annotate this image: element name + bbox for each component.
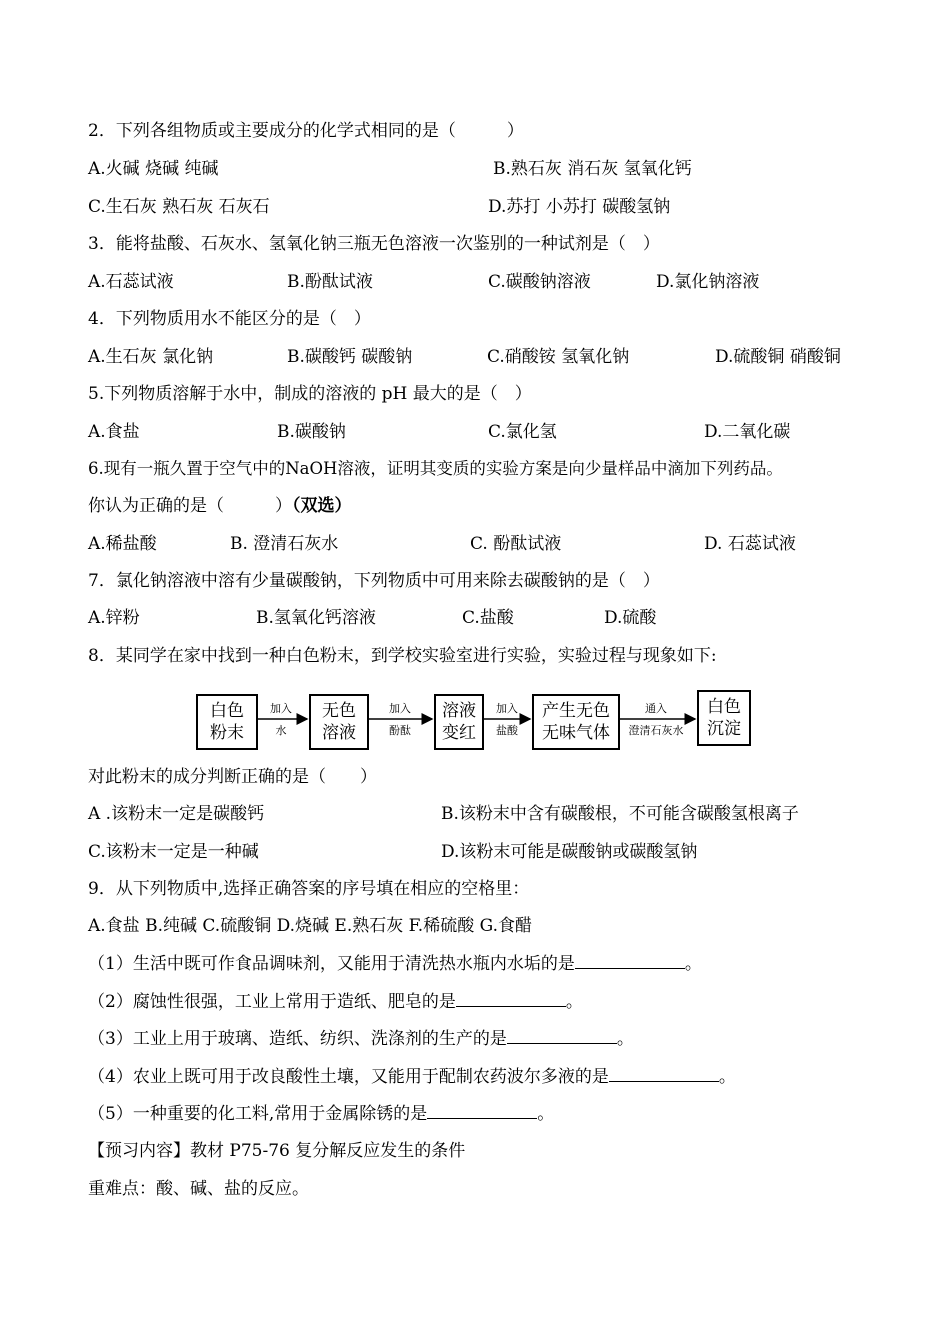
q9-blank-1[interactable] [575, 952, 685, 969]
flow-label-1-bottom: 水 [275, 724, 287, 737]
q6-option-c: C. 酚酞试液 [470, 534, 562, 554]
q3-stem: 3．能将盐酸、石灰水、氢氧化钠三瓶无色溶液一次鉴别的一种试剂是（ ） [88, 234, 660, 254]
q9-blank-2[interactable] [456, 990, 566, 1007]
q3-option-c: C.碳酸钠溶液 [488, 272, 591, 292]
flow-label-2-bottom: 酚酞 [389, 724, 411, 737]
flow-box-white-precipitate: 白色 沉淀 [697, 690, 751, 746]
q9-blank-5[interactable] [427, 1102, 537, 1119]
q4-option-b: B.碳酸钙 碳酸钠 [287, 347, 413, 367]
flow-label-4-top: 通入 [645, 702, 667, 715]
flow-box-white-powder: 白色 粉末 [196, 694, 258, 750]
q4-option-c: C.硝酸铵 氢氧化钠 [487, 347, 630, 367]
q8-option-b: B.该粉末中含有碳酸根，不可能含碳酸氢根离子 [441, 804, 799, 824]
q6-option-b: B. 澄清石灰水 [230, 534, 339, 554]
q4-option-d: D.硫酸铜 硝酸铜 [715, 347, 841, 367]
q4-stem: 4．下列物质用水不能区分的是（ ） [88, 309, 371, 329]
q3-option-d: D.氯化钠溶液 [656, 272, 760, 292]
key-points: 重难点：酸、碱、盐的反应。 [88, 1179, 309, 1199]
q3-option-b: B.酚酞试液 [287, 272, 373, 292]
q6-option-a: A.稀盐酸 [88, 534, 157, 554]
q3-option-a: A.石蕊试液 [88, 272, 174, 292]
q8-stem-2: 对此粉末的成分判断正确的是（ ） [88, 767, 377, 787]
q6-stem: 6.现有一瓶久置于空气中的NaOH溶液，证明其变质的实验方案是向少量样品中滴加下列药品。 [88, 459, 783, 478]
q4-option-a: A.生石灰 氯化钠 [88, 347, 214, 367]
flow-label-3-top: 加入 [496, 702, 518, 715]
q9-blank-4[interactable] [609, 1065, 719, 1082]
q8-option-a: A .该粉末一定是碳酸钙 [88, 804, 265, 824]
q9-item-3: （3）工业上用于玻璃、造纸、纺织、洗涤剂的生产的是 。 [88, 1029, 634, 1049]
q7-option-c: C.盐酸 [462, 608, 514, 628]
flow-box-solution-turns-red: 溶液 变红 [434, 694, 484, 750]
q9-substance-options: A.食盐 B.纯碱 C.硫酸铜 D.烧碱 E.熟石灰 F.稀硫酸 G.食醋 [88, 916, 532, 936]
q5-stem: 5.下列物质溶解于水中，制成的溶液的 pH 最大的是（ ） [88, 384, 532, 404]
q9-item-4: （4）农业上既可用于改良酸性土壤，又能用于配制农药波尔多液的是 。 [88, 1067, 736, 1087]
q8-option-c: C.该粉末一定是一种碱 [88, 842, 259, 862]
q9-item-2: （2）腐蚀性很强，工业上常用于造纸、肥皂的是 。 [88, 992, 583, 1012]
flow-label-4-bottom: 澄清石灰水 [628, 724, 684, 737]
q5-option-c: C.氯化氢 [488, 422, 557, 442]
q7-option-d: D.硫酸 [604, 608, 657, 628]
q2-option-b: B.熟石灰 消石灰 氢氧化钙 [493, 159, 692, 179]
q6-double-choice-note: （双选） [292, 496, 352, 516]
q7-stem: 7．氯化钠溶液中溶有少量碳酸钠，下列物质中可用来除去碳酸钠的是（ ） [88, 571, 660, 591]
q8-option-d: D.该粉末可能是碳酸钠或碳酸氢钠 [441, 842, 698, 862]
q5-option-b: B.碳酸钠 [277, 422, 346, 442]
flow-label-3-bottom: 盐酸 [496, 724, 518, 737]
q6-stem-2: 你认为正确的是（ ）（双选） [88, 496, 352, 516]
flow-box-colorless-solution: 无色 溶液 [309, 694, 369, 750]
q9-item-5: （5）一种重要的化工料,常用于金属除锈的是 。 [88, 1104, 555, 1124]
q9-stem: 9．从下列物质中,选择正确答案的序号填在相应的空格里： [88, 879, 530, 899]
q2-option-c: C.生石灰 熟石灰 石灰石 [88, 197, 270, 217]
flow-box-gas-produced: 产生无色 无味气体 [532, 694, 620, 750]
flow-label-2-top: 加入 [389, 702, 411, 715]
q5-option-d: D.二氧化碳 [704, 422, 791, 442]
q5-option-a: A.食盐 [88, 422, 140, 442]
q6-option-d: D. 石蕊试液 [704, 534, 796, 554]
flow-label-1-top: 加入 [270, 702, 292, 715]
q2-option-d: D.苏打 小苏打 碳酸氢钠 [488, 197, 671, 217]
q7-option-a: A.锌粉 [88, 608, 140, 628]
preview-content: 【预习内容】教材 P75-76 复分解反应发生的条件 [88, 1141, 466, 1161]
q8-stem: 8．某同学在家中找到一种白色粉末，到学校实验室进行实验，实验过程与现象如下: [88, 646, 717, 666]
q9-item-1: （1）生活中既可作食品调味剂，又能用于清洗热水瓶内水垢的是 。 [88, 954, 702, 974]
q9-blank-3[interactable] [507, 1027, 617, 1044]
q2-option-a: A.火碱 烧碱 纯碱 [88, 159, 219, 179]
q7-option-b: B.氢氧化钙溶液 [256, 608, 376, 628]
q2-stem: 2．下列各组物质或主要成分的化学式相同的是（ ） [88, 121, 524, 141]
